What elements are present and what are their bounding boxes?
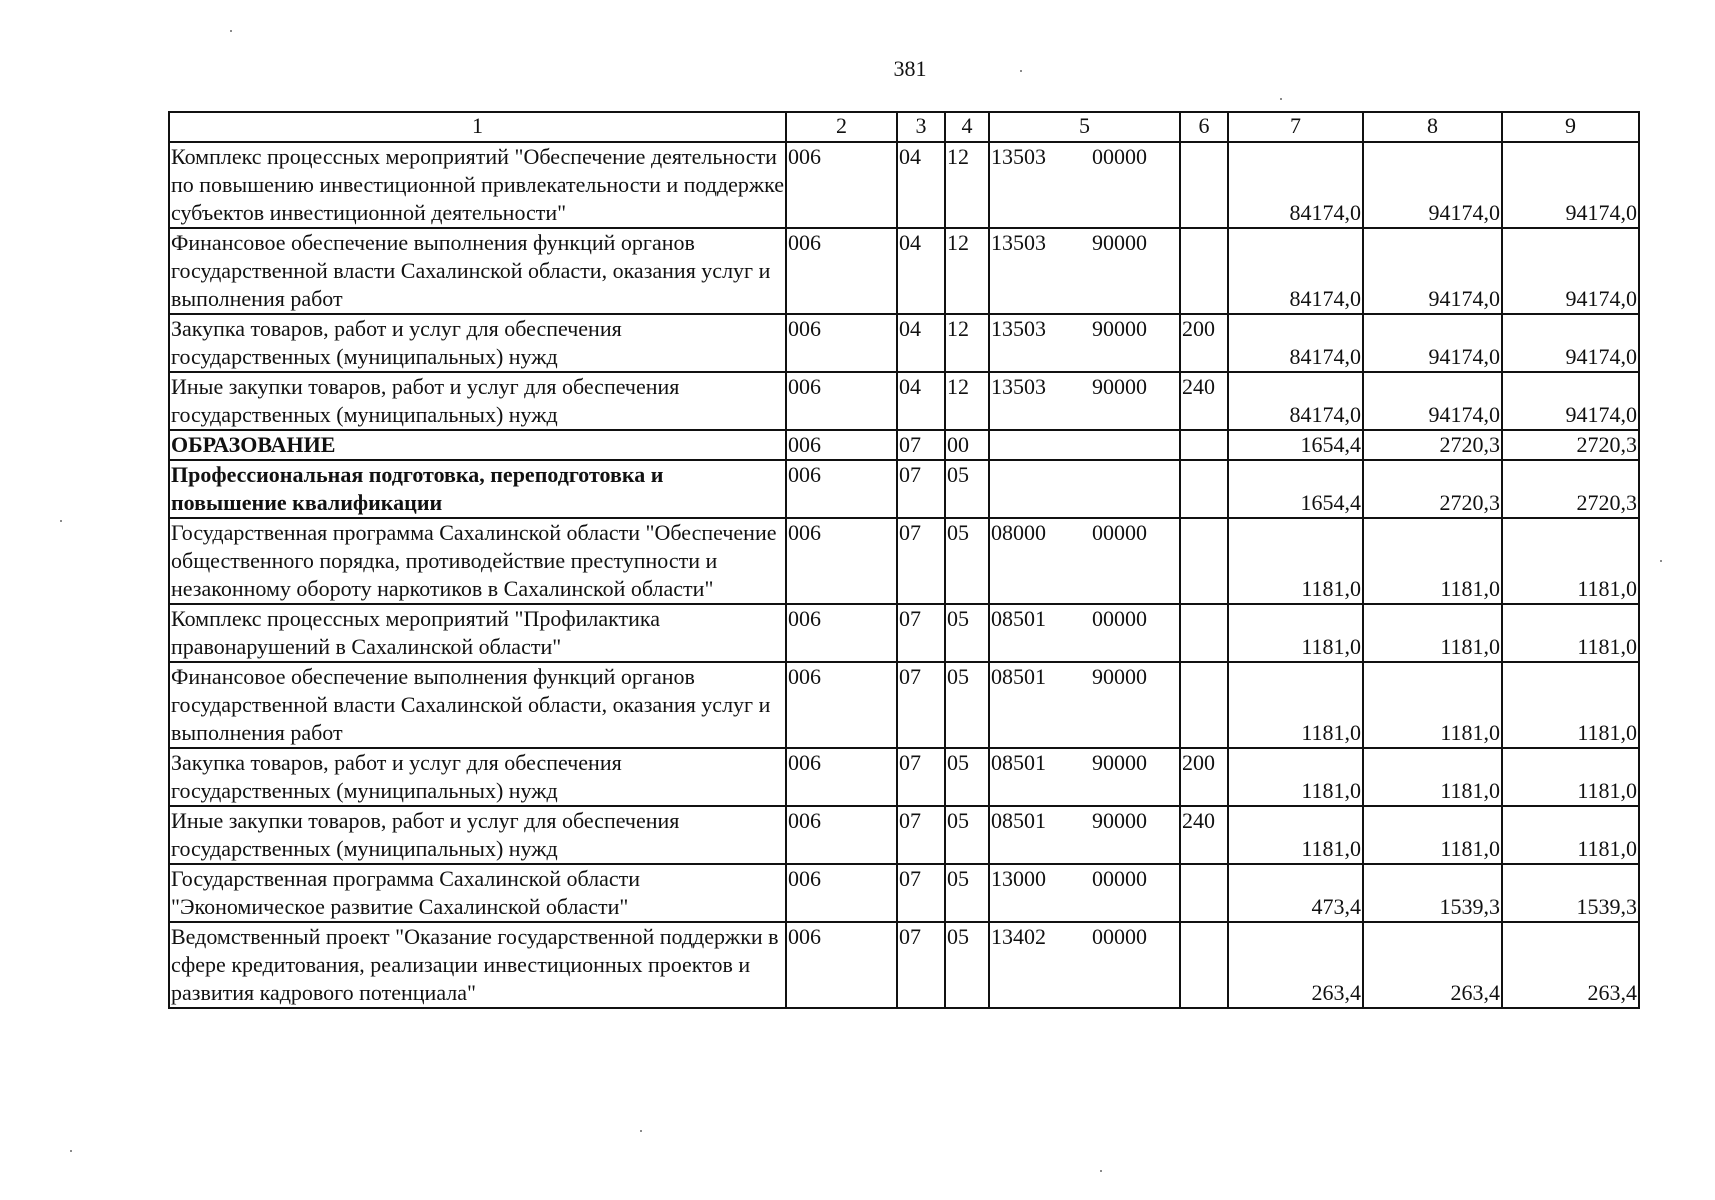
table-row — [169, 662, 1639, 748]
cell-col-3: 07 — [897, 864, 945, 922]
cell-col-5 — [989, 372, 1180, 430]
cell-col-5 — [989, 604, 1180, 662]
cell-col-3: 04 — [897, 372, 945, 430]
cell-col-4: 05 — [945, 864, 989, 922]
cell-name: Ведомственный проект "Оказание государственной поддержки в сфере кредитования, реализации инвестиционных проектов и развития кадрового потенциала" — [169, 922, 786, 1008]
cell-col-9: 94174,0 — [1502, 142, 1639, 228]
cell-col-8: 1181,0 — [1363, 748, 1502, 806]
table-row — [169, 864, 1639, 922]
cell-col-6 — [1180, 662, 1228, 748]
cell-col-8: 94174,0 — [1363, 314, 1502, 372]
cell-col-2: 006 — [786, 864, 897, 922]
cell-col-8: 2720,3 — [1363, 460, 1502, 518]
cell-col-3: 07 — [897, 460, 945, 518]
cell-col-7: 84174,0 — [1228, 228, 1363, 314]
table-row — [169, 228, 1639, 314]
cell-col-3: 07 — [897, 518, 945, 604]
cell-col-7: 84174,0 — [1228, 372, 1363, 430]
cell-name: Иные закупки товаров, работ и услуг для обеспечения государственных (муниципальных) нужд — [169, 372, 786, 430]
cell-col-5-program: 08501 — [991, 808, 1046, 833]
cell-name: Государственная программа Сахалинской области "Экономическое развитие Сахалинской области" — [169, 864, 786, 922]
cell-col-5 — [989, 430, 1180, 460]
cell-col-7: 1181,0 — [1228, 604, 1363, 662]
cell-col-2: 006 — [786, 372, 897, 430]
table-row — [169, 604, 1639, 662]
header-col-7: 7 — [1228, 112, 1363, 142]
cell-col-9: 1181,0 — [1502, 806, 1639, 864]
cell-col-5-program: 08501 — [991, 606, 1046, 631]
cell-col-9: 94174,0 — [1502, 314, 1639, 372]
scan-speck — [1020, 70, 1022, 72]
cell-col-3: 04 — [897, 314, 945, 372]
cell-col-5-direction: 90000 — [1092, 316, 1147, 341]
cell-col-2: 006 — [786, 228, 897, 314]
cell-name: ОБРАЗОВАНИЕ — [169, 430, 786, 460]
scan-speck — [1100, 1170, 1102, 1172]
cell-col-5-program: 08501 — [991, 750, 1046, 775]
cell-col-5-program: 13503 — [991, 374, 1046, 399]
cell-col-8: 1181,0 — [1363, 604, 1502, 662]
cell-col-5-program: 13503 — [991, 316, 1046, 341]
cell-col-7: 1654,4 — [1228, 430, 1363, 460]
header-col-9: 9 — [1502, 112, 1639, 142]
cell-col-5 — [989, 922, 1180, 1008]
cell-col-5-direction: 00000 — [1092, 520, 1147, 545]
cell-col-2: 006 — [786, 460, 897, 518]
header-col-3: 3 — [897, 112, 945, 142]
cell-col-3: 04 — [897, 142, 945, 228]
cell-name: Государственная программа Сахалинской области "Обеспечение общественного порядка, противодействие преступности и незаконному обороту наркотиков в Сахалинской области" — [169, 518, 786, 604]
cell-col-8: 263,4 — [1363, 922, 1502, 1008]
cell-col-5 — [989, 518, 1180, 604]
cell-col-8: 2720,3 — [1363, 430, 1502, 460]
cell-col-2: 006 — [786, 430, 897, 460]
cell-col-8: 1181,0 — [1363, 518, 1502, 604]
cell-col-3: 04 — [897, 228, 945, 314]
cell-col-3: 07 — [897, 662, 945, 748]
cell-col-5-direction: 90000 — [1092, 750, 1147, 775]
cell-col-5 — [989, 748, 1180, 806]
cell-col-5-program: 13402 — [991, 924, 1046, 949]
cell-col-9: 94174,0 — [1502, 372, 1639, 430]
cell-col-6 — [1180, 142, 1228, 228]
cell-col-7: 263,4 — [1228, 922, 1363, 1008]
cell-col-2: 006 — [786, 142, 897, 228]
cell-col-4: 05 — [945, 460, 989, 518]
table-row — [169, 806, 1639, 864]
cell-col-5 — [989, 662, 1180, 748]
header-col-4: 4 — [945, 112, 989, 142]
cell-col-7: 84174,0 — [1228, 142, 1363, 228]
cell-col-8: 94174,0 — [1363, 228, 1502, 314]
cell-col-5 — [989, 864, 1180, 922]
cell-col-5-program: 13503 — [991, 230, 1046, 255]
cell-col-7: 1654,4 — [1228, 460, 1363, 518]
cell-col-7: 1181,0 — [1228, 806, 1363, 864]
cell-col-7: 1181,0 — [1228, 748, 1363, 806]
cell-col-2: 006 — [786, 604, 897, 662]
table-row — [169, 748, 1639, 806]
cell-col-7: 473,4 — [1228, 864, 1363, 922]
cell-col-6 — [1180, 864, 1228, 922]
cell-col-9: 1181,0 — [1502, 662, 1639, 748]
cell-col-5-direction: 90000 — [1092, 808, 1147, 833]
cell-col-6: 200 — [1180, 748, 1228, 806]
cell-col-5-direction: 90000 — [1092, 374, 1147, 399]
cell-col-6: 200 — [1180, 314, 1228, 372]
cell-name: Закупка товаров, работ и услуг для обеспечения государственных (муниципальных) нужд — [169, 314, 786, 372]
cell-col-4: 05 — [945, 518, 989, 604]
cell-name: Комплекс процессных мероприятий "Профилактика правонарушений в Сахалинской области" — [169, 604, 786, 662]
cell-col-5-program: 08501 — [991, 664, 1046, 689]
cell-col-9: 263,4 — [1502, 922, 1639, 1008]
page-number: 381 — [893, 56, 927, 81]
cell-col-4: 05 — [945, 662, 989, 748]
cell-name: Закупка товаров, работ и услуг для обеспечения государственных (муниципальных) нужд — [169, 748, 786, 806]
cell-col-5 — [989, 806, 1180, 864]
scan-speck — [1660, 560, 1662, 562]
cell-col-6 — [1180, 922, 1228, 1008]
cell-col-8: 94174,0 — [1363, 142, 1502, 228]
cell-col-8: 1181,0 — [1363, 662, 1502, 748]
cell-col-4: 00 — [945, 430, 989, 460]
cell-col-4: 12 — [945, 372, 989, 430]
cell-col-5 — [989, 314, 1180, 372]
cell-col-9: 1181,0 — [1502, 748, 1639, 806]
cell-col-5 — [989, 228, 1180, 314]
cell-col-2: 006 — [786, 922, 897, 1008]
cell-col-4: 12 — [945, 228, 989, 314]
cell-col-8: 1181,0 — [1363, 806, 1502, 864]
cell-col-5 — [989, 460, 1180, 518]
header-col-2: 2 — [786, 112, 897, 142]
cell-col-5-program: 08000 — [991, 520, 1046, 545]
cell-col-2: 006 — [786, 314, 897, 372]
cell-col-5-direction: 00000 — [1092, 144, 1147, 169]
cell-name: Иные закупки товаров, работ и услуг для обеспечения государственных (муниципальных) нужд — [169, 806, 786, 864]
cell-col-9: 2720,3 — [1502, 460, 1639, 518]
scan-speck — [70, 1150, 72, 1152]
cell-col-6 — [1180, 430, 1228, 460]
table-row — [169, 922, 1639, 1008]
header-col-8: 8 — [1363, 112, 1502, 142]
scan-speck — [1280, 98, 1282, 100]
budget-table — [168, 111, 1640, 1009]
cell-col-9: 2720,3 — [1502, 430, 1639, 460]
cell-col-7: 1181,0 — [1228, 662, 1363, 748]
cell-col-6: 240 — [1180, 806, 1228, 864]
cell-col-4: 05 — [945, 806, 989, 864]
table-row — [169, 430, 1639, 460]
cell-col-6: 240 — [1180, 372, 1228, 430]
cell-col-4: 05 — [945, 604, 989, 662]
cell-col-9: 1539,3 — [1502, 864, 1639, 922]
cell-col-4: 05 — [945, 922, 989, 1008]
header-col-1: 1 — [169, 112, 786, 142]
cell-col-5-program: 13503 — [991, 144, 1046, 169]
cell-col-8: 94174,0 — [1363, 372, 1502, 430]
cell-col-9: 94174,0 — [1502, 228, 1639, 314]
scan-speck — [230, 30, 232, 32]
cell-col-4: 05 — [945, 748, 989, 806]
table-row — [169, 518, 1639, 604]
header-col-5: 5 — [989, 112, 1180, 142]
cell-col-7: 1181,0 — [1228, 518, 1363, 604]
cell-name: Финансовое обеспечение выполнения функций органов государственной власти Сахалинской области, оказания услуг и выполнения работ — [169, 662, 786, 748]
cell-col-7: 84174,0 — [1228, 314, 1363, 372]
cell-col-3: 07 — [897, 922, 945, 1008]
cell-name: Финансовое обеспечение выполнения функций органов государственной власти Сахалинской области, оказания услуг и выполнения работ — [169, 228, 786, 314]
cell-col-5-direction: 00000 — [1092, 924, 1147, 949]
cell-col-3: 07 — [897, 806, 945, 864]
table-row — [169, 142, 1639, 228]
cell-col-4: 12 — [945, 314, 989, 372]
cell-col-2: 006 — [786, 662, 897, 748]
cell-col-5-direction: 00000 — [1092, 606, 1147, 631]
cell-col-4: 12 — [945, 142, 989, 228]
cell-name: Профессиональная подготовка, переподготовка и повышение квалификации — [169, 460, 786, 518]
cell-col-8: 1539,3 — [1363, 864, 1502, 922]
cell-col-3: 07 — [897, 430, 945, 460]
cell-col-5 — [989, 142, 1180, 228]
cell-col-2: 006 — [786, 518, 897, 604]
cell-col-6 — [1180, 518, 1228, 604]
cell-col-2: 006 — [786, 748, 897, 806]
cell-col-9: 1181,0 — [1502, 604, 1639, 662]
cell-name: Комплекс процессных мероприятий "Обеспечение деятельности по повышению инвестиционной привлекательности и поддержке субъектов инвестиционной деятельности" — [169, 142, 786, 228]
header-row — [169, 112, 1639, 142]
cell-col-5-direction: 90000 — [1092, 664, 1147, 689]
table-body — [169, 142, 1639, 1008]
cell-col-2: 006 — [786, 806, 897, 864]
header-col-6: 6 — [1180, 112, 1228, 142]
cell-col-6 — [1180, 460, 1228, 518]
scan-speck — [60, 520, 62, 522]
cell-col-9: 1181,0 — [1502, 518, 1639, 604]
cell-col-3: 07 — [897, 748, 945, 806]
cell-col-3: 07 — [897, 604, 945, 662]
cell-col-6 — [1180, 228, 1228, 314]
table-row — [169, 460, 1639, 518]
table-row — [169, 372, 1639, 430]
cell-col-5-direction: 00000 — [1092, 866, 1147, 891]
cell-col-5-direction: 90000 — [1092, 230, 1147, 255]
cell-col-5-program: 13000 — [991, 866, 1046, 891]
scan-speck — [640, 1130, 642, 1132]
cell-col-6 — [1180, 604, 1228, 662]
table-row — [169, 314, 1639, 372]
